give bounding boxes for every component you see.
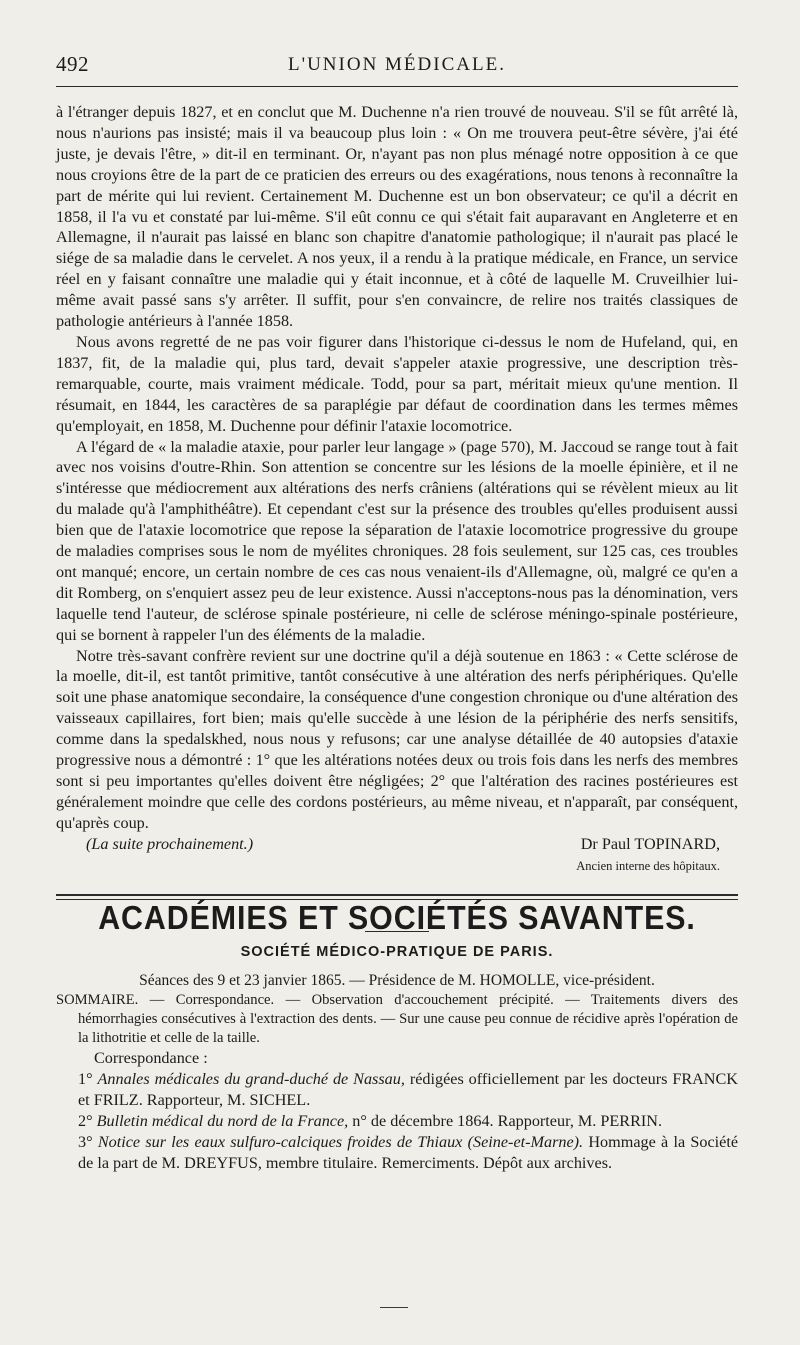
item-number: 2°	[78, 1112, 93, 1131]
item-title: Bulletin médical du nord de la France,	[96, 1112, 349, 1131]
page-header	[56, 50, 738, 87]
author-prefix: Dr	[580, 834, 598, 853]
correspondence-item-3	[56, 1132, 738, 1174]
paragraph-2: Nous avons regretté de ne pas voir figurer dans l'historique ci-dessus le nom de Hufeland, qui, en 1837, fit, de la maladie qui, plus tard, devait s'appeler ataxie progressive, une description très-remarquable, courte, mais vraiment médicale. Todd, pour sa part, méritait mieux qu'une mention. Il résumait, en 1844, les caractères de sa paraplégie par défaut de coordination dans les termes mêmes qu'employait, en 1858, M. Duchenne pour définir l'ataxie locomotrice.	[56, 332, 738, 435]
summary	[56, 991, 738, 1048]
correspondence-heading: Correspondance :	[94, 1049, 208, 1068]
page-number: 492	[56, 52, 89, 76]
section-title: ACADÉMIES ET SOCIÉTÉS SAVANTES.	[98, 898, 696, 936]
paragraph-4: Notre très-savant confrère revient sur une doctrine qu'il a déjà soutenue en 1863 : « Cette sclérose de la moelle, dit-il, est tantôt primitive, tantôt consécutive à une altération des nerfs périphériques. Qu'elle soit une phase anatomique secondaire, la conséquence d'une congestion chronique ou d'une altération des vaisseaux capillaires, fort bien; mais qu'elle succède à une lésion de la périphérie des nerfs sensitifs, comme dans la spedalskhed, nous nous y refusons; car une analyse détaillée de 40 autopsies d'ataxie progressive nous a démontré : 1° que les altérations notées deux ou trois fois dans les nerfs des membres sont si peu importantes qu'elles doivent être négligées; 2° que l'altération des racines postérieures est généralement moindre que celle des cordons postérieurs, au même niveau, et n'apparaît, par conséquent, qu'après coup.	[56, 646, 738, 832]
item-number: 3°	[78, 1133, 93, 1152]
paragraph-1: à l'étranger depuis 1827, et en conclut que M. Duchenne n'a rien trouvé de nouveau. S'il se fût arrêté là, nous n'aurions pas insisté; mais il va beaucoup plus loin : « On me trouvera peut-être sévère, j'ai été juste, je devais l'être, » dit-il en terminant. Or, n'ayant pas non plus ménagé notre opposition à ce que nous croyions être de la part de ce praticien des erreurs ou des exagérations, nous tenons à reconnaître la part de mérite qui lui revient. Certainement M. Duchenne est un bon observateur; ce qu'il a décrit en 1858, il l'a vu et constaté par lui-même. S'il eût connu ce qui s'était fait auparavant en Angleterre et en Allemagne, il n'aurait pas laissé en blanc son chapitre d'anatomie pathologique; il n'aurait pas placé le siége de sa maladie dans le cervelet. A nos yeux, il a rendu à la pratique médicale, en France, un service réel en y faisant connaître une maladie qui y était inconnue, et à côté de laquelle M. Cruveilhier lui-même avait passé sans s'y arrêter. Il suffit, pour s'en convaincre, de relire nos traités classiques de pathologie antérieurs à l'année 1858.	[56, 103, 738, 331]
article-body	[56, 102, 738, 1174]
society-name: SOCIÉTÉ MÉDICO-PRATIQUE DE PARIS.	[240, 943, 554, 960]
item-number: 1°	[78, 1070, 93, 1089]
continued-note: (La suite prochainement.)	[86, 834, 254, 853]
item-title: Annales médicales du grand-duché de Nassau,	[97, 1070, 405, 1089]
correspondence-item-1	[56, 1069, 738, 1111]
footer-dash	[380, 1307, 408, 1308]
article-signature	[56, 834, 738, 876]
author-name	[581, 834, 720, 855]
summary-label: SOMMAIRE.	[56, 992, 139, 1009]
session-dates: Séances des 9 et 23 janvier 1865. — Présidence de M. HOMOLLE, vice-président.	[139, 971, 655, 989]
section-divider	[56, 894, 738, 896]
correspondence-item-2	[56, 1111, 738, 1132]
summary-text: — Correspondance. — Observation d'accouchement précipité. — Traitements divers des hémorrhagies consécutives à l'extraction des dents. — Sur une cause peu connue de récidive après l'opération de la lithotritie et celle de la taille.	[78, 992, 738, 1047]
item-text: n° de décembre 1864. Rapporteur, M. PERRIN.	[352, 1112, 663, 1131]
running-title: L'UNION MÉDICALE.	[288, 54, 506, 75]
author-full-name: Paul TOPINARD,	[601, 834, 720, 853]
author-title: Ancien interne des hôpitaux.	[576, 858, 720, 873]
paragraph-3: A l'égard de « la maladie ataxie, pour parler leur langage » (page 570), M. Jaccoud se range tout à fait avec nos voisins d'outre-Rhin. Son attention se concentre sur les lésions de la moelle épinière, et il ne s'intéresse que médiocrement aux altérations des nerfs crâniens (altérations qui se révèlent mieux au lit du malade qu'à l'amphithéâtre). Et cependant c'est sur la présence des troubles qu'elles produisent aussi bien que de l'ataxie locomotrice que repose la séparation de l'ataxie locomotrice progressive du groupe de maladies comprises sous le nom de myélites chroniques. 28 fois seulement, sur 125 cas, ces troubles ont manqué; encore, un certain nombre de ces cas nous venaient-ils d'Allemagne, où, malgré ce qu'en a dit Romberg, on s'enquiert assez peu de leur existence. Aussi n'acceptons-nous pas la dénomination, vers laquelle tend l'auteur, de sclérose spinale postérieure, ni celle de sclérose méningo-spinale postérieure, qui se bornent à rappeler l'un des éléments de la maladie.	[56, 437, 738, 644]
item-text: Hommage à la Société de la part de M. DREYFUS, membre titulaire. Remerciments. Dépôt aux archives.	[78, 1133, 739, 1172]
item-title: Notice sur les eaux sulfuro-calciques froides de Thiaux (Seine-et-Marne).	[97, 1133, 584, 1152]
item-text: rédigées officiellement par les docteurs FRANCK et FRILZ. Rapporteur, M. SICHEL.	[78, 1070, 738, 1110]
